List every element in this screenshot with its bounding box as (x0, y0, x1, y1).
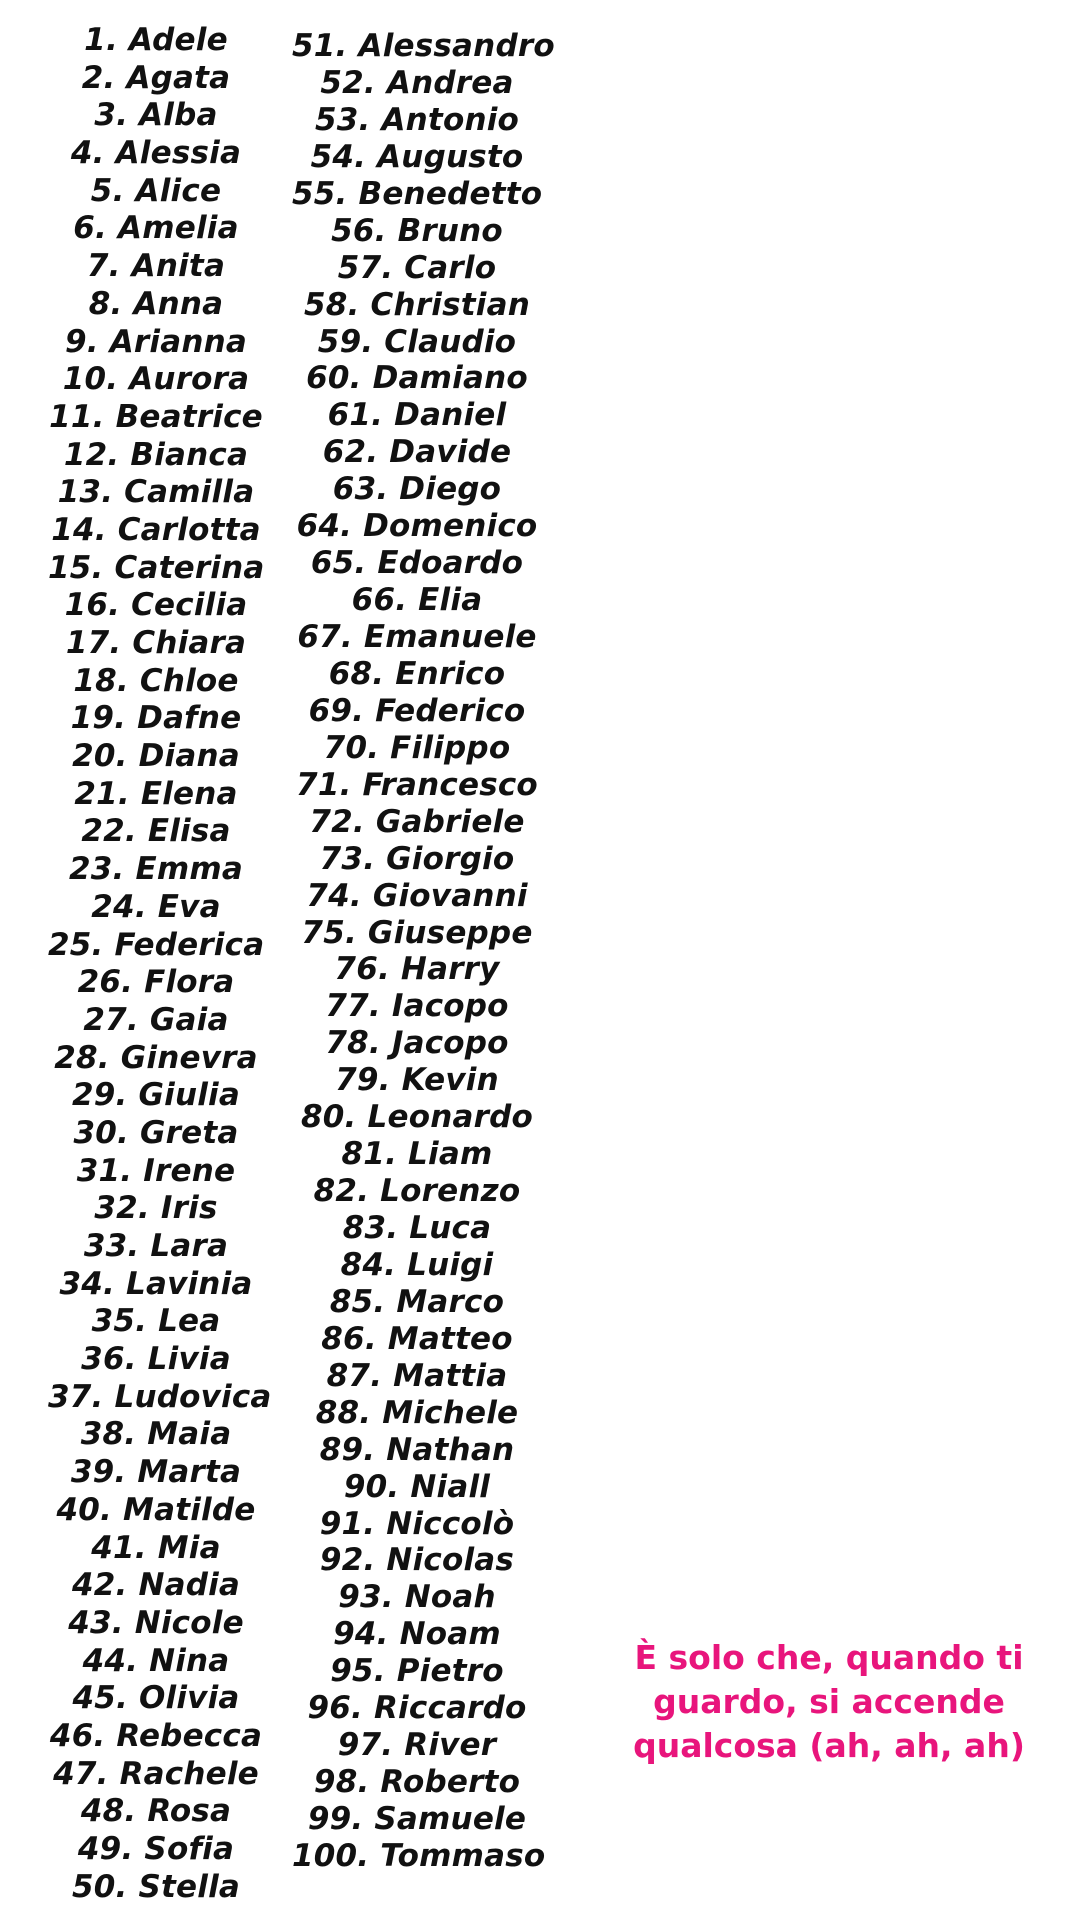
name-list-item: 60. Damiano (306, 360, 528, 397)
name-list-item: 31. Irene (76, 1152, 236, 1189)
name-list-item: 32. Iris (94, 1190, 218, 1227)
name-list-item: 26. Flora (77, 964, 235, 1001)
boys-name-list (292, 28, 555, 1875)
name-list-item: 68. Enrico (328, 655, 506, 692)
name-list-item: 100. Tommaso (292, 1837, 546, 1874)
name-list-item: 81. Liam (341, 1136, 493, 1173)
name-list-item: 75. Giuseppe (301, 914, 533, 951)
name-list-item: 57. Carlo (337, 249, 497, 286)
name-list-item: 62. Davide (322, 434, 512, 471)
name-list-item: 79. Kevin (335, 1062, 499, 1099)
name-list-item: 86. Matteo (321, 1320, 513, 1357)
name-list-item: 51. Alessandro (292, 28, 555, 64)
name-list-item: 20. Diana (72, 738, 240, 775)
name-list-item: 44. Nina (82, 1642, 230, 1679)
name-list-item: 69. Federico (308, 692, 526, 729)
name-list-item: 28. Ginevra (54, 1039, 258, 1076)
caption-line: È solo che, quando ti (634, 1638, 1024, 1677)
name-list-item: 73. Giorgio (319, 840, 515, 877)
name-list-item: 63. Diego (332, 471, 502, 508)
name-list-item: 27. Gaia (83, 1001, 229, 1038)
name-list-item: 55. Benedetto (292, 175, 543, 212)
name-list-item: 11. Beatrice (49, 398, 263, 435)
name-list-item: 50. Stella (71, 1868, 241, 1905)
name-list-item: 2. Agata (81, 59, 231, 96)
name-list-item: 25. Federica (48, 926, 265, 963)
name-list-item: 94. Noam (333, 1616, 501, 1653)
name-list-item: 72. Gabriele (309, 803, 525, 840)
name-list-item: 38. Maia (80, 1416, 232, 1453)
name-list-item: 47. Rachele (53, 1755, 259, 1792)
name-list-item: 3. Alba (94, 97, 218, 134)
name-list-item: 13. Camilla (57, 474, 255, 511)
name-list-item: 39. Marta (70, 1454, 242, 1491)
name-list-item: 21. Elena (74, 775, 238, 812)
name-list-item: 8. Anna (88, 285, 224, 322)
name-list-item: 7. Anita (86, 248, 226, 285)
name-list-item: 6. Amelia (73, 210, 239, 247)
name-list-item: 48. Rosa (80, 1793, 232, 1830)
name-list-item: 14. Carlotta (51, 511, 261, 548)
name-list-item: 18. Chloe (73, 662, 239, 699)
name-list-item: 99. Samuele (307, 1801, 527, 1837)
story-caption (620, 1636, 1038, 1768)
name-list-item: 24. Eva (91, 888, 221, 925)
name-list-item: 45. Olivia (72, 1680, 240, 1717)
caption-line: guardo, si accende (653, 1682, 1005, 1721)
name-list-item: 95. Pietro (330, 1653, 504, 1690)
name-list-item: 10. Aurora (62, 361, 250, 398)
name-list-item: 91. Niccolò (319, 1505, 515, 1542)
name-list-item: 56. Bruno (331, 212, 503, 249)
name-list-item: 77. Iacopo (325, 988, 509, 1025)
name-list-item: 67. Emanuele (297, 619, 537, 655)
girls-name-list (48, 22, 272, 1906)
name-list-item: 53. Antonio (314, 101, 520, 138)
name-list-item: 49. Sofia (77, 1831, 235, 1867)
name-list-item: 15. Caterina (48, 549, 265, 586)
name-list-item: 96. Riccardo (307, 1690, 527, 1727)
name-list-item: 22. Elisa (81, 813, 231, 850)
name-list-item: 54. Augusto (310, 138, 524, 175)
name-list-item: 78. Jacopo (325, 1025, 509, 1062)
name-list-item: 17. Chiara (65, 625, 247, 661)
name-list-item: 61. Daniel (327, 397, 507, 434)
name-list-item: 43. Nicole (68, 1604, 244, 1641)
name-list-item: 85. Marco (329, 1283, 505, 1320)
name-list-item: 80. Leonardo (301, 1099, 533, 1136)
name-list-item: 64. Domenico (296, 508, 538, 545)
name-list-item: 71. Francesco (296, 766, 538, 803)
name-list-item: 41. Mia (91, 1529, 221, 1566)
name-list-item: 76. Harry (334, 951, 500, 988)
name-list-item: 84. Luigi (340, 1246, 494, 1283)
name-list-item: 9. Arianna (64, 323, 248, 360)
name-list-item: 52. Andrea (320, 64, 514, 101)
name-list-item: 93. Noah (338, 1579, 496, 1616)
name-list-item: 36. Livia (81, 1341, 231, 1378)
name-list-item: 87. Mattia (326, 1357, 508, 1394)
name-list-item: 97. River (337, 1727, 497, 1764)
name-list-item: 83. Luca (342, 1210, 492, 1246)
name-list-item: 74. Giovanni (306, 877, 528, 914)
name-list-item: 5. Alice (90, 172, 222, 209)
name-list-item: 98. Roberto (313, 1764, 521, 1801)
name-list-item: 89. Nathan (319, 1431, 515, 1468)
name-list-item: 42. Nadia (71, 1567, 241, 1604)
name-list-item: 30. Greta (73, 1114, 239, 1151)
name-list-item: 12. Bianca (63, 436, 249, 473)
name-list-item: 1. Adele (84, 22, 228, 58)
name-list-item: 23. Emma (68, 851, 243, 888)
name-list-item: 16. Cecilia (64, 587, 248, 624)
name-list-item: 65. Edoardo (310, 545, 524, 582)
name-list-item: 4. Alessia (70, 135, 242, 172)
name-list-item: 90. Niall (343, 1468, 491, 1505)
name-list-item: 46. Rebecca (49, 1717, 263, 1754)
name-list-item: 33. Lara (83, 1228, 229, 1264)
name-list-item: 82. Lorenzo (313, 1173, 521, 1210)
name-list-item: 58. Christian (304, 286, 530, 323)
name-list-item: 88. Michele (315, 1394, 519, 1431)
name-list-item: 40. Matilde (56, 1491, 256, 1528)
name-list-item: 92. Nicolas (319, 1542, 515, 1579)
caption-line: qualcosa (ah, ah, ah) (633, 1726, 1025, 1765)
name-list-item: 34. Lavinia (59, 1265, 253, 1302)
name-list-item: 70. Filippo (323, 729, 511, 766)
name-list-item: 29. Giulia (71, 1077, 241, 1114)
name-list-item: 37. Ludovica (48, 1378, 272, 1415)
name-list-item: 35. Lea (91, 1303, 221, 1340)
name-list-item: 59. Claudio (317, 323, 517, 360)
name-list-item: 66. Elia (351, 582, 483, 619)
name-list-item: 19. Dafne (70, 700, 242, 737)
